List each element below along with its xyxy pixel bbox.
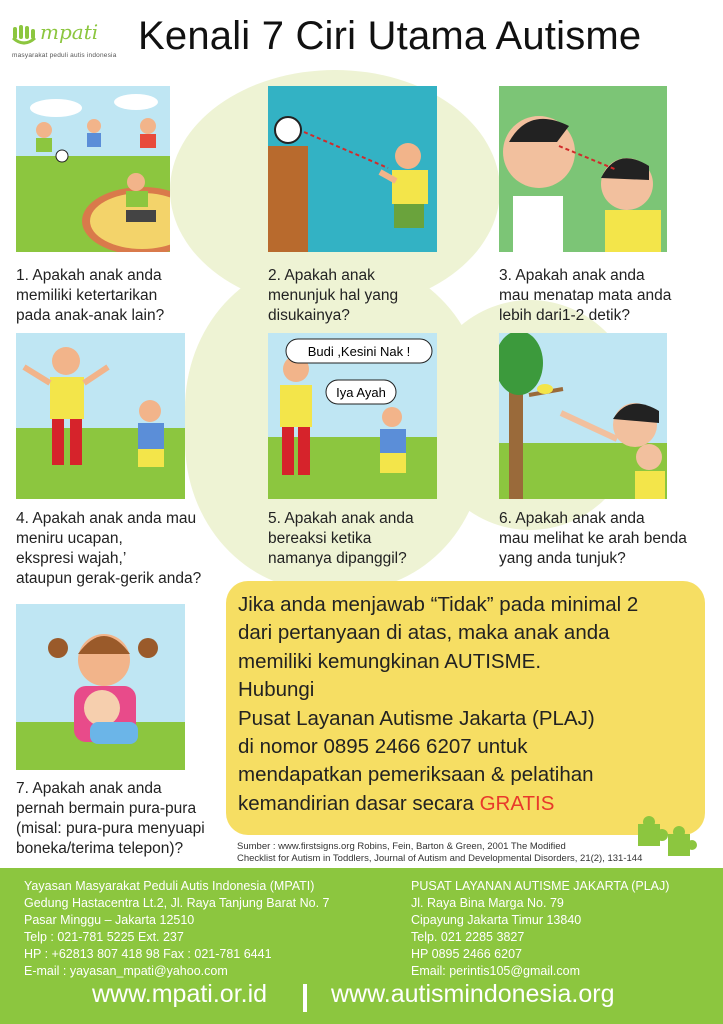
question-2: 2. Apakah anak menunjuk hal yang disukainya? — [268, 267, 399, 324]
footer-websites — [0, 980, 723, 1016]
question-4: 4. Apakah anak anda mau meniru ucapan, ekspresi wajah,’ ataupun gerak-gerik anda? — [16, 510, 202, 587]
illustration-panel-2 — [268, 86, 437, 252]
plaj-email-link[interactable]: Email: perintis105@gmail.com — [411, 964, 581, 978]
logo-hand-icon — [12, 24, 38, 46]
illustration-panel-3 — [499, 86, 667, 252]
speech-bubble-parent: Budi ,Kesini Nak ! — [307, 344, 411, 359]
page-title: Kenali 7 Ciri Utama Autisme — [138, 14, 642, 58]
question-7: 7. Apakah anak anda pernah bermain pura-pura (misal: pura-pura menyuapi boneka/terima telepon)? — [16, 780, 205, 857]
logo-tagline: masyarakat peduli autis indonesia — [12, 52, 117, 59]
illustration-panel-7 — [16, 604, 185, 770]
illustration-panel-6 — [499, 333, 667, 499]
website-divider — [303, 984, 307, 1012]
illustration-panel-1 — [16, 86, 170, 252]
callout-box: Jika anda menjawab “Tidak” pada minimal 2 dari pertanyaan di atas, maka anak anda memiliki kemungkinan AUTISME. Hubungi Pusat Layanan Autisme Jakarta (PLAJ) di nomor 0895 2466 6207 untuk mendapatkan pemeriksaan & pelatihan kemandirian dasar secara GRATIS — [226, 581, 705, 835]
footer-plaj-contact: PUSAT LAYANAN AUTISME JAKARTA (PLAJ) Jl. Raya Bina Marga No. 79 Cipayung Jakarta Timur 13840 Telp. 021 2285 3827 HP 0895 2466 6207 Email: perintis105@gmail.com — [411, 879, 670, 978]
illustration-panel-5 — [268, 333, 437, 499]
free-highlight: GRATIS — [479, 791, 555, 815]
question-5: 5. Apakah anak anda bereaksi ketika namanya dipanggil? — [268, 510, 414, 567]
question-1: 1. Apakah anak anda memiliki ketertarikan pada anak-anak lain? — [16, 267, 165, 324]
question-3: 3. Apakah anak anda mau menatap mata anda lebih dari1-2 detik? — [499, 267, 672, 324]
mpati-website-link[interactable]: www.mpati.or.id — [92, 980, 268, 1008]
footer — [0, 868, 723, 1024]
mpati-email-link[interactable]: E-mail : yayasan_mpati@yahoo.com — [24, 964, 228, 978]
illustration-panel-4 — [16, 333, 185, 499]
question-6: 6. Apakah anak anda mau melihat ke arah benda yang anda tunjuk? — [499, 510, 687, 567]
autismindonesia-website-link[interactable]: www.autismindonesia.org — [331, 980, 615, 1008]
logo-wordmark: mpati — [40, 20, 99, 44]
mpati-logo — [12, 18, 122, 68]
speech-bubble-child: Iya Ayah — [336, 385, 386, 400]
source-citation: Sumber : www.firstsigns.org Robins, Fein, Barton & Green, 2001 The Modified Checklist for Autism in Toddlers, Journal of Autism and Developmental Disorders, 21(2), 131-144 — [237, 841, 643, 864]
footer-mpati-contact: Yayasan Masyarakat Peduli Autis Indonesia (MPATI) Gedung Hastacentra Lt.2, Jl. Raya Tanjung Barat No. 7 Pasar Minggu – Jakarta 12510 Telp : 021-781 5225 Ext. 237 HP : +62813 807 418 98 Fax : 021-781 6441 E-mail : yayasan_mpati@yahoo.com — [24, 879, 330, 978]
